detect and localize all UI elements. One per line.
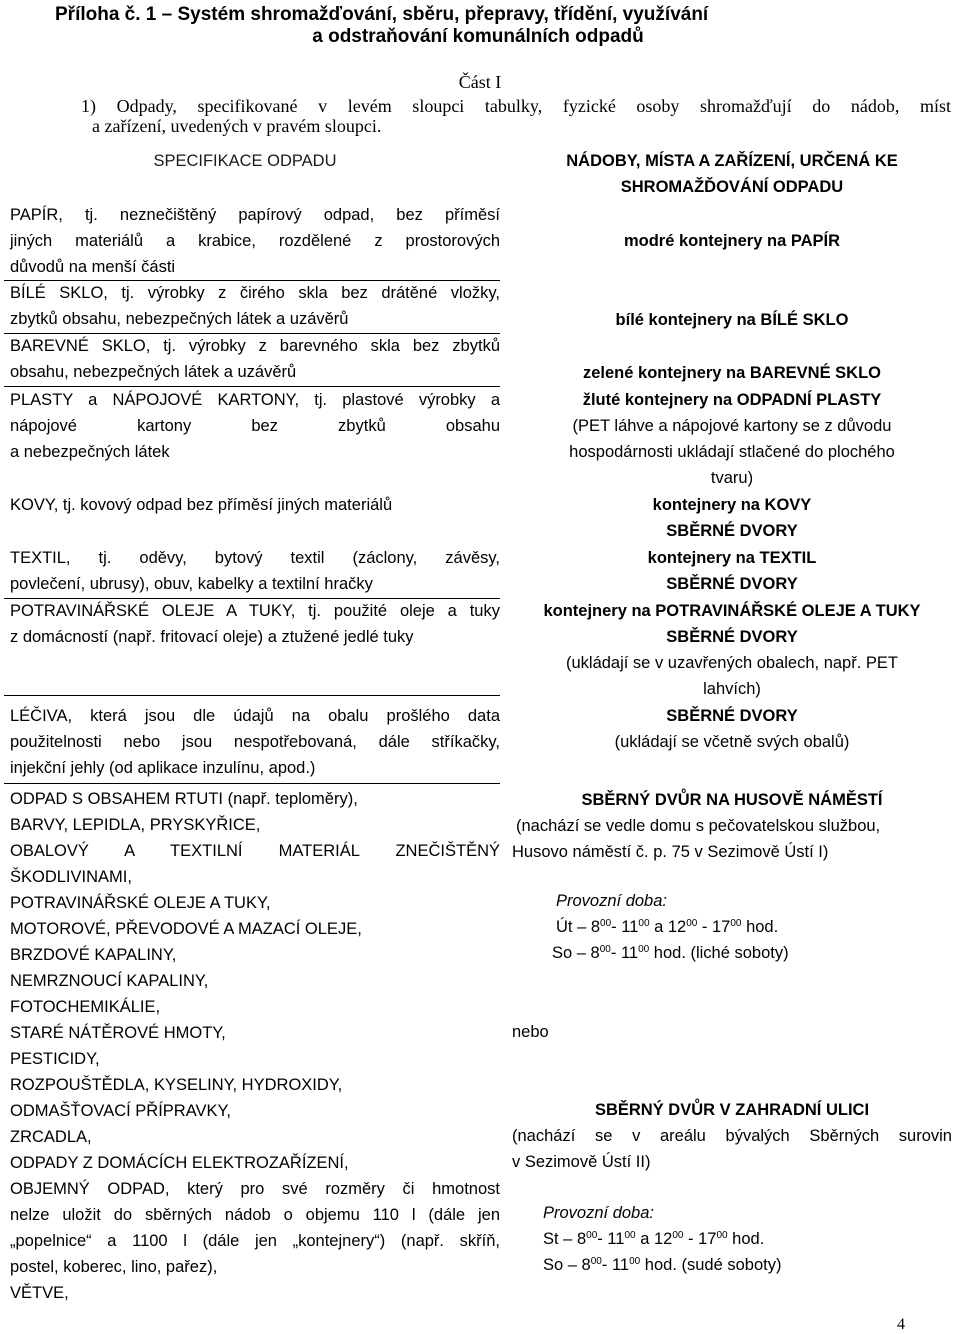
row-divider [4,783,500,784]
intro-paragraph [81,96,951,136]
waste-spec-medicines: LÉČIVA, která jsou dle údajů na obalu prošlého data použitelnosti nebo jsou nespotřebovaná, dále stříkačky, injekční jehly (od aplikace inzulínu, apod.) [10,707,500,777]
waste-spec-metals: KOVY, tj. kovový odpad bez příměsí jiných materiálů [10,496,393,514]
list-item: „popelnice“ a 1100 l (dále jen „kontejnery“) (např. skříň, [10,1232,500,1250]
list-item: ZRCADLA, [10,1128,92,1146]
col-left-header: SPECIFIKACE ODPADU [153,152,337,170]
list-item: STARÉ NÁTĚROVÉ HMOTY, [10,1024,226,1042]
waste-spec-colored-glass: BAREVNÉ SKLO, tj. výrobky z barevného skla bez zbytků obsahu, nebezpečných látek a uzávěrů [10,337,500,381]
list-item: ROZPOUŠTĚDLA, KYSELINY, HYDROXIDY, [10,1076,343,1094]
title-line-1: Příloha č. 1 – Systém shromažďování, sběru, přepravy, třídění, využívání [55,4,709,25]
hours-line: St – $8^{00}-$ $11^{00}$ a $12^{00} - 17^{00}$ hod. [543,1230,765,1248]
waste-spec-white-glass: BÍLÉ SKLO, tj. výrobky z čirého skla bez drátěné vložky, zbytků obsahu, nebezpečných látek a uzávěrů [10,284,500,328]
list-item: MOTOROVÉ, PŘEVODOVÉ A MAZACÍ OLEJE, [10,920,362,938]
container-edible-oils: kontejnery na POTRAVINÁŘSKÉ OLEJE A TUKY SBĚRNÉ DVORY (ukládají se v uzavřených obalech, např. PET lahvích) [543,602,921,698]
waste-spec-edible-oils: POTRAVINÁŘSKÉ OLEJE A TUKY, tj. použité oleje a tuky z domácností (např. fritovací oleje) a ztužené jedlé tuky [10,602,500,646]
hazardous-waste-list [10,786,500,1306]
list-item: ODPAD S OBSAHEM RTUTI (např. teploměry), [10,790,358,808]
collection-yard-husovo: SBĚRNÝ DVŮR NA HUSOVĚ NÁMĚSTÍ [581,791,883,809]
list-item: OBALOVÝ A TEXTILNÍ MATERIÁL ZNEČIŠTĚNÝ [10,842,500,860]
list-item: ODMAŠŤOVACÍ PŘÍPRAVKY, [10,1102,231,1120]
list-item: ODPADY Z DOMÁCÍCH ELEKTROZAŘÍZENÍ, [10,1154,349,1172]
list-item: NEMRZNOUCÍ KAPALINY, [10,972,209,990]
list-item: OBJEMNÝ ODPAD, který pro své rozměry či hmotnost [10,1180,500,1198]
row-divider [4,695,500,696]
list-item: VĚTVE, [10,1284,69,1302]
container-white-glass: bílé kontejnery na BÍLÉ SKLO [615,311,849,329]
part-heading: Část I [458,72,502,92]
hours-line: So – $8^{00}-$ $11^{00}$ hod. (liché soboty) [552,944,789,962]
collection-yard-zahradni-address: (nachází se v areálu bývalých Sběrných surovin v Sezimově Ústí II) [512,1127,952,1171]
collection-yard-husovo-address: (nachází se vedle domu s pečovatelskou službou, Husovo náměstí č. p. 75 v Sezimově Ústí I) [512,817,881,861]
container-plastics: žluté kontejnery na ODPADNÍ PLASTY (PET láhve a nápojové kartony se z důvodu hospodárnosti ukládají stlačené do plochého tvaru) [569,391,895,487]
list-item: ŠKODLIVINAMI, [10,868,132,886]
list-item: PESTICIDY, [10,1050,100,1068]
list-item: POTRAVINÁŘSKÉ OLEJE A TUKY, [10,894,271,912]
intro-line-1: 1) Odpady, specifikované v levém sloupci tabulky, fyzické osoby shromažďují do nádob, míst [81,96,951,116]
hours-line: So – $8^{00}-$ $11^{00}$ hod. (sudé soboty) [543,1256,782,1274]
container-medicines: SBĚRNÉ DVORY (ukládají se včetně svých obalů) [614,707,850,751]
hours-label: Provozní doba: [543,1204,654,1222]
list-item: FOTOCHEMIKÁLIE, [10,998,161,1016]
list-item: BARVY, LEPIDLA, PRYSKYŘICE, [10,816,261,834]
container-textile: kontejnery na TEXTIL SBĚRNÉ DVORY [647,549,817,593]
container-metals: kontejnery na KOVY SBĚRNÉ DVORY [652,496,812,540]
waste-spec-textile: TEXTIL, tj. oděvy, bytový textil (záclony, závěsy, povlečení, ubrusy), obuv, kabelky a textilní hračky [10,549,500,593]
or-text: nebo [512,1023,549,1041]
col-right-header: NÁDOBY, MÍSTA A ZAŘÍZENÍ, URČENÁ KE SHROMAŽĎOVÁNÍ ODPADU [566,152,898,196]
page-number: 4 [897,1316,905,1333]
list-item: BRZDOVÉ KAPALINY, [10,946,177,964]
waste-spec-plastics: PLASTY a NÁPOJOVÉ KARTONY, tj. plastové výrobky a nápojové kartony bez zbytků obsahu a nebezpečných látek [10,391,500,461]
title-line-2: a odstraňování komunálních odpadů [312,26,644,47]
list-item: nelze uložit do sběrných nádob o objemu 110 l (dále jen [10,1206,500,1224]
container-colored-glass: zelené kontejnery na BAREVNÉ SKLO [583,364,881,382]
collection-yard-zahradni: SBĚRNÝ DVŮR V ZAHRADNÍ ULICI [594,1101,870,1119]
hours-line: Út – $8^{00}-$ $11^{00}$ a $12^{00} - 17^{00}$ hod. [556,918,779,936]
container-paper: modré kontejnery na PAPÍR [623,232,841,250]
intro-line-2: a zařízení, uvedených v pravém sloupci. [92,116,382,136]
waste-spec-paper: PAPÍR, tj. neznečištěný papírový odpad, bez příměsí jiných materiálů a krabice, rozdělené z prostorových důvodů na menší části [10,206,500,276]
hours-label: Provozní doba: [556,892,667,910]
document-title [55,4,915,48]
list-item: postel, koberec, lino, pařez), [10,1258,218,1276]
